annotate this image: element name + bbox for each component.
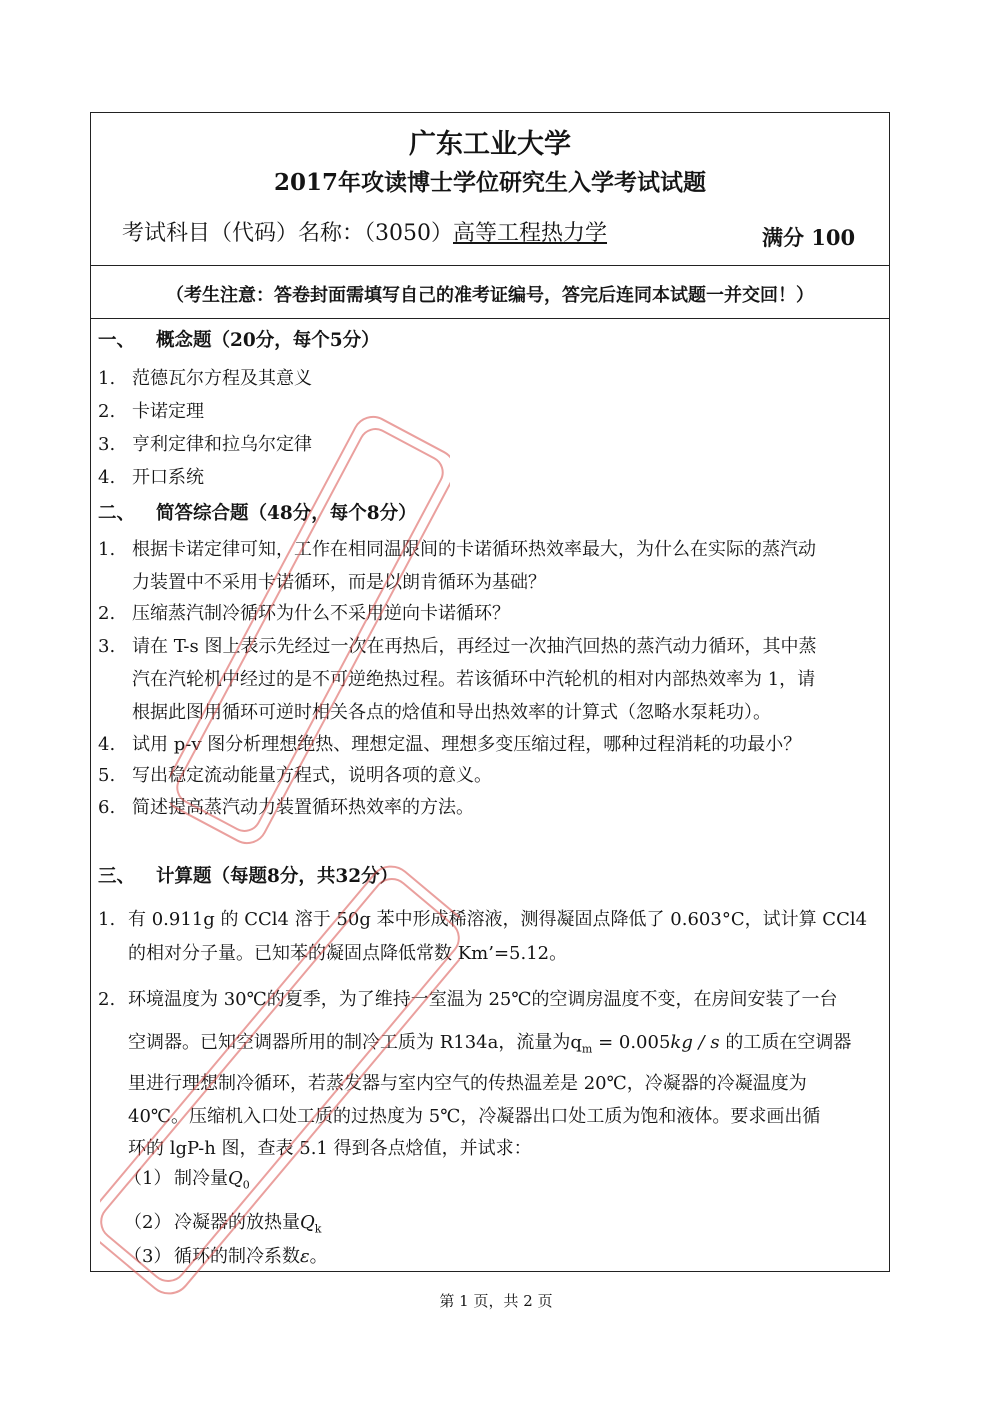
question-text: 亨利定律和拉乌尔定律 bbox=[132, 434, 312, 455]
question-number: 4. bbox=[98, 467, 116, 488]
question-number: 1. bbox=[98, 368, 116, 389]
sub-question-text: 制冷量 bbox=[174, 1168, 228, 1189]
section-3-heading bbox=[98, 862, 398, 888]
sub-question bbox=[124, 1240, 328, 1273]
question-text-continued: 汽在汽轮机中经过的是不可逆绝热过程。若该循环中汽轮机的相对内部热效率为 1，请 bbox=[132, 669, 816, 690]
section-title: 计算题（每题8分，共32分） bbox=[156, 866, 399, 887]
university-name: 广东工业大学 bbox=[409, 129, 571, 160]
question-text: 有 0.911g 的 CCl4 溶于 50g 苯中形成稀溶液，测得凝固点降低了 0.603°C，试计算 CCl4 bbox=[128, 909, 868, 930]
question-item bbox=[98, 597, 510, 630]
question-text-continued bbox=[128, 1026, 851, 1066]
question-item bbox=[98, 630, 816, 663]
section-2-heading bbox=[98, 499, 417, 525]
sub-question-text: 循环的制冷系数 bbox=[174, 1246, 300, 1267]
sub-question bbox=[124, 1162, 250, 1202]
question-text: 试用 p-v 图分析理想绝热、理想定温、理想多变压缩过程，哪种过程消耗的功最小？ bbox=[132, 734, 802, 755]
math-subscript: 0 bbox=[242, 1178, 250, 1192]
subject-name: 高等工程热力学 bbox=[453, 221, 608, 246]
text-segment: 的工质在空调器 bbox=[719, 1032, 852, 1053]
question-number: 1. bbox=[98, 539, 116, 560]
question-number: 2. bbox=[98, 603, 116, 624]
question-number: 2. bbox=[98, 989, 116, 1010]
section-number: 二、 bbox=[98, 503, 136, 524]
section-number: 一、 bbox=[98, 330, 136, 351]
question-item bbox=[98, 903, 867, 936]
question-number: 5. bbox=[98, 765, 116, 786]
section-number: 三、 bbox=[98, 866, 136, 887]
section-1-heading bbox=[98, 326, 380, 352]
flow-value: = 0.005 bbox=[592, 1032, 671, 1053]
question-text: 简述提高蒸汽动力装置循环热效率的方法。 bbox=[132, 797, 474, 818]
question-item bbox=[98, 461, 204, 494]
question-text: 根据卡诺定律可知，工作在相同温限间的卡诺循环热效率最大，为什么在实际的蒸汽动 bbox=[132, 539, 816, 560]
math-subscript: k bbox=[314, 1222, 322, 1236]
question-item bbox=[98, 791, 474, 824]
math-symbol: ε bbox=[300, 1246, 310, 1267]
math-symbol: Q bbox=[300, 1212, 315, 1233]
question-item bbox=[98, 728, 801, 761]
question-text: 开口系统 bbox=[132, 467, 204, 488]
question-text-continued: 力装置中不采用卡诺循环，而是以朗肯循环为基础？ bbox=[132, 572, 546, 593]
subject-prefix: 考试科目（代码）名称：（3050） bbox=[122, 221, 453, 246]
question-number: 4. bbox=[98, 734, 116, 755]
math-symbol: Q bbox=[228, 1168, 243, 1189]
sub-question-number: （2） bbox=[124, 1212, 172, 1233]
question-number: 1. bbox=[98, 909, 116, 930]
flow-subscript: m bbox=[581, 1042, 593, 1056]
question-text-continued: 40℃。压缩机入口处工质的过热度为 5℃，冷凝器出口处工质为饱和液体。要求画出循 bbox=[128, 1106, 821, 1127]
question-text: 压缩蒸汽制冷循环为什么不采用逆向卡诺循环？ bbox=[132, 603, 510, 624]
flow-rate-formula bbox=[570, 1032, 720, 1056]
sub-question-number: （1） bbox=[124, 1168, 172, 1189]
question-item bbox=[98, 533, 816, 566]
notice-divider bbox=[90, 318, 890, 319]
flow-unit: kg / s bbox=[670, 1032, 720, 1053]
page-footer: 第 1 页，共 2 页 bbox=[439, 1292, 553, 1310]
question-number: 2. bbox=[98, 401, 116, 422]
question-text-continued: 根据此图用循环可逆时相关各点的焓值和导出热效率的计算式（忽略水泵耗功）。 bbox=[132, 702, 771, 723]
question-text: 环境温度为 30℃的夏季，为了维持一室温为 25℃的空调房温度不变，在房间安装了一台 bbox=[128, 989, 838, 1010]
question-text: 范德瓦尔方程及其意义 bbox=[132, 368, 312, 389]
question-number: 3. bbox=[98, 636, 116, 657]
question-item bbox=[98, 362, 312, 395]
text-segment: 空调器。已知空调器所用的制冷工质为 R134a，流量为 bbox=[128, 1032, 571, 1053]
sub-question-text: 冷凝器的放热量 bbox=[174, 1212, 300, 1233]
exam-title: 2017年攻读博士学位研究生入学考试试题 bbox=[273, 169, 706, 196]
full-mark: 满分 100 bbox=[762, 225, 856, 250]
question-number: 6. bbox=[98, 797, 116, 818]
question-item bbox=[98, 759, 492, 792]
question-text: 卡诺定理 bbox=[132, 401, 204, 422]
question-item bbox=[98, 395, 204, 428]
question-text-continued: 的相对分子量。已知苯的凝固点降低常数 Km’=5.12。 bbox=[128, 943, 568, 964]
question-text: 请在 T-s 图上表示先经过一次在再热后，再经过一次抽汽回热的蒸汽动力循环，其中蒸 bbox=[132, 636, 817, 657]
section-title: 简答综合题（48分，每个8分） bbox=[156, 503, 417, 524]
header-divider bbox=[90, 265, 890, 266]
subject-line bbox=[122, 216, 607, 247]
question-text: 写出稳定流动能量方程式，说明各项的意义。 bbox=[132, 765, 492, 786]
sub-question-number: （3） bbox=[124, 1246, 172, 1267]
question-text-continued: 环的 lgP-h 图，查表 5.1 得到各点焓值，并试求： bbox=[128, 1138, 532, 1159]
question-text-continued: 里进行理想制冷循环，若蒸发器与室内空气的传热温差是 20℃，冷凝器的冷凝温度为 bbox=[128, 1073, 807, 1094]
candidate-notice: （考生注意：答卷封面需填写自己的准考证编号，答完后连同本试题一并交回！） bbox=[166, 285, 814, 306]
punctuation: 。 bbox=[309, 1246, 328, 1267]
section-title: 概念题（20分，每个5分） bbox=[156, 330, 380, 351]
question-number: 3. bbox=[98, 434, 116, 455]
question-item bbox=[98, 983, 838, 1016]
flow-symbol: q bbox=[570, 1032, 582, 1053]
question-item bbox=[98, 428, 312, 461]
